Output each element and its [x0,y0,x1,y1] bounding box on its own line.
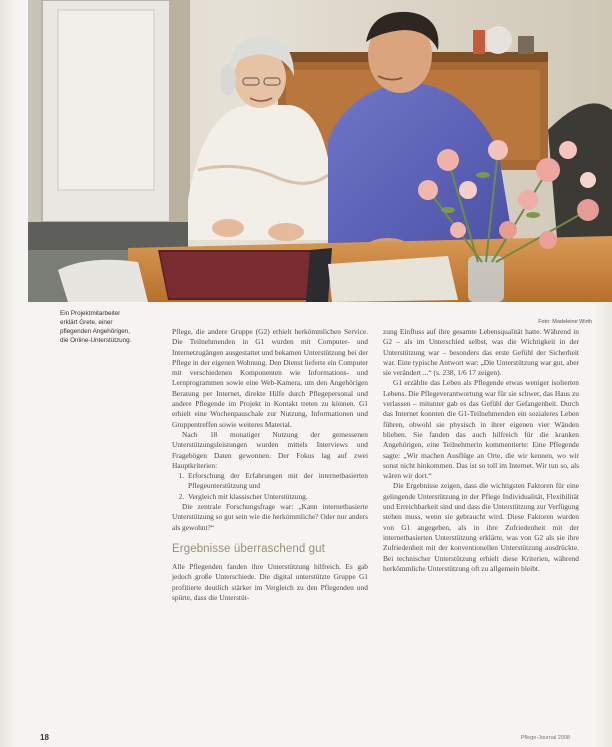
caption-line: pflegenden Angehörigen, [60,328,131,335]
body-column-2 [383,327,579,574]
paragraph: Alle Pflegenden fanden ihre Unterstützung hilfreich. Es gab jedoch große Unterschiede. Die digital unterstützte Gruppe G1 profitierte deutlich stärker im Vergleich zu den Pflegenden und spürte, dass die Unterstüt- [172,561,368,602]
caption-line: Ein Projektmitarbeiter [60,310,121,317]
photo-credit: Foto: Madeleine Wirth [538,319,592,325]
photo-caption [60,309,154,345]
paragraph: Die Ergebnisse zeigen, dass die wichtigsten Faktoren für eine gelingende Unterstützung in der Pflege Individualität, Flexibilität und Erreichbarkeit sind und dass die Unterstützung zur Verfügung stehen muss, wenn sie gebraucht wird. Diese Faktoren wurden von G1 angegeben, als in ihre Zufriedenheit mit der internetbasierten Unterstützung erklärte, was von G2 als sie ihre Zufriedenheit mit der konventionellen Unterstützung ausdrückte. Bei technischer Unterstützung erhielt diese Kriterien, während herkömmliche Unterstützung oft zu allgemein bleibt. [383,481,579,573]
paragraph: Die zentrale Forschungsfrage war: „Kann internetbasierte Unterstützung so gut sein wie die herkömmliche? Oder nur anders als gewohnt?“ [172,502,369,532]
article-photo [28,0,612,302]
paragraph: Pflege, die andere Gruppe (G2) erhielt herkömmlichen Service. Die Teilnehmenden in G1 wurden mit Computer- und Internetzugängen ausgestattet und bekamen Unterstützung bei der Pflege in der eigenen Wohnung. Den Dienst lieferte ein Computer mit verschiedenen Komponenten wie Informations- und Lernprogrammen sowie eine Web-Kamera, um den Angehörigen Beratung per Internet, direkte Hilfe durch Pflegepersonal und andere Pflegende im Projekt in Kontakt treten zu können. G1 erhielt eine Wochenpauschale zur Nutzung, Informationen und Gruppentreffen sowie weiteres Material. [172,327,368,429]
list-item: 2. Vergleich mit klassischer Unterstützung. [186,492,368,502]
caption-line: erklärt Grete, einer [60,319,113,326]
caption-line: die Online-Unterstützung. [60,337,132,344]
page-number: 18 [40,733,49,742]
paragraph: zung Einfluss auf ihre gesamte Lebensqualität hatte. Während in G2 – als im Unterschied selbst, was die Wichtigkeit in der Unterstützung war – besonders das erste Gefühl der Sicherheit war. Eine typische Antwort war: „Die Unterstützung war gut, aber sie verändert ...“ (s. 238, 1/6 17 zeigen). [383,327,579,378]
paragraph: Nach 18 monatiger Nutzung der gemessenen Unterstützungsleistungen wurden mittels Interviews und Fragebögen Daten gewonnen. Der Fokus lag auf zwei Hauptkriterien: [172,429,368,470]
list-item: 1. Erforschung der Erfahrungen mit der internetbasierten Pflegeunterstützung und [186,471,368,492]
body-column-1 [172,327,368,603]
photo-illustration [28,0,612,302]
criteria-list [172,471,368,502]
publication-name: Pflege-Journal 2008 [520,735,570,741]
section-heading: Ergebnisse überraschend gut [172,542,325,555]
paragraph: G1 erzählte das Leben als Pflegende etwas weniger isolierten Lebens. Die Pflegeverantwortung war für sie schwer, das Haus zu verlassen – mitunter gab es das Gefühl der Gefangenheit. Durch das Internet konnten die G1-Teilnehmenden ein sozialeres Leben führen, obwohl sie physisch in ihrer eigenen vier Wänden blieben. Sie fanden das auch hilfreich für die kranken Angehörigen, eine Teilnehmerin kommentierte: Eine Pflegende sagte: „Wir machen Ausflüge an Orte, die wir kennen, wo wir sonst nicht hinkommen. Das ist so toll im Internet. Wir tun so, als wären wir dort.“ [383,378,579,481]
